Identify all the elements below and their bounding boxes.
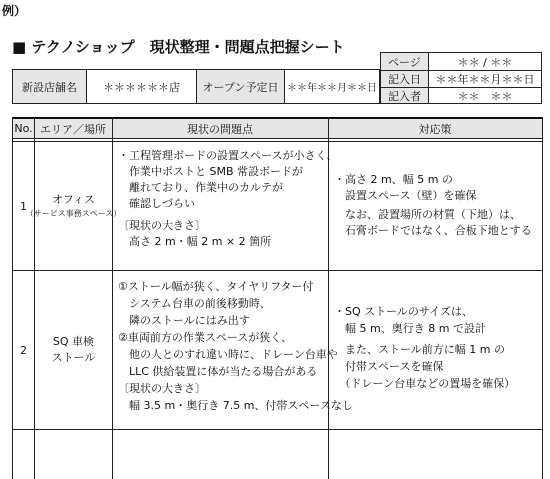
row1-area: [25, 142, 122, 270]
row1-solution-line: なお、設置場所の材質（下地）は、: [334, 208, 521, 221]
page-label: ページ: [381, 53, 429, 70]
row1-solutions: [334, 172, 532, 239]
store-info-box: [12, 69, 380, 104]
row1-problems: [118, 148, 337, 250]
row1-problem-line: ・工程管理ボードの設置スペースが小さく、: [118, 149, 338, 162]
row1-problem-line: 離れており、作業中のカルテが: [118, 181, 283, 194]
row2-solution-line: 幅 5 m、奥行き 8 m で設計: [334, 322, 486, 335]
row1-no: 1: [20, 199, 27, 213]
open-date-label: オープン予定日: [197, 70, 285, 103]
row2-problem-line: ②車両前方の作業スペースが狭く、: [118, 331, 293, 344]
row1-problem-line: 〔現状の大きさ〕: [118, 219, 206, 232]
header-area: エリア／場所: [34, 119, 112, 138]
row1-solution-line: ・高さ 2 m、幅 5 m の: [334, 173, 453, 186]
row2-no: 2: [20, 343, 27, 357]
row2-solution-line: ・SQ ストールのサイズは、: [334, 305, 474, 318]
row2-area-line2: ストール: [51, 351, 96, 364]
date-label: 記入日: [381, 71, 429, 87]
row2-solutions: [334, 303, 515, 392]
row2-solution-line: 付帯スペースを確保: [334, 360, 444, 373]
row2-solution-line: また、ストール前方に幅 1 m の: [334, 343, 505, 356]
row1-problem-line: 確認しづらい: [118, 197, 195, 210]
header-problems: 現状の問題点: [112, 119, 328, 138]
row2-problems: [118, 278, 353, 414]
open-date-value: ＊＊年＊＊月＊＊日: [287, 83, 377, 94]
row1-problem-line: 作業中ポストと SMB 常設ボードが: [118, 165, 304, 178]
row2-area: [35, 271, 112, 429]
issue-table: [12, 117, 543, 479]
date-value: ＊＊年＊＊月＊＊日: [435, 73, 535, 86]
header-solutions: 対応策: [328, 119, 542, 138]
row2-problem-line: 隣のストールにはみ出す: [118, 314, 250, 327]
writer-value: ＊＊ ＊＊: [457, 89, 513, 103]
example-label: 例）: [2, 4, 27, 18]
row2-solution-line: （ドレーン台車などの置場を確保）: [334, 377, 516, 390]
row2-area-line1: SQ 車検: [52, 335, 95, 348]
store-value: ＊＊＊＊＊＊店: [87, 70, 197, 103]
header-no: No.: [13, 119, 34, 138]
row1-solution-line: 設置スペース（壁）を確保: [334, 189, 477, 202]
page-value: ＊＊ / ＊＊: [457, 55, 513, 69]
row2-problem-line: 他の人とのすれ違い時に、ドレーン台車や: [118, 348, 338, 361]
sheet-title: ■ テクノショップ 現状整理・問題点把握シート: [12, 38, 345, 56]
row2-problem-line: 幅 3.5 m・奥行き 7.5 m、付帯スペースなし: [118, 399, 353, 412]
row1-area-line2: （サービス事務スペース）: [25, 209, 122, 218]
store-label: 新設店舗名: [13, 70, 87, 103]
row1-area-line1: オフィス: [52, 193, 95, 206]
row2-problem-line: ①ストール幅が狭く、タイヤリフター付: [118, 280, 314, 293]
row2-problem-line: LLC 供給装置に体が当たる場合がある: [118, 365, 318, 378]
row1-problem-line: 高さ 2 m・幅 2 m × 2 箇所: [118, 235, 272, 248]
row1-solution-line: 石膏ボードではなく、合板下地とする: [334, 224, 532, 237]
row2-problem-line: システム台車の前後移動時、: [118, 297, 271, 310]
meta-box: [380, 52, 542, 104]
writer-label: 記入者: [381, 88, 429, 103]
row2-problem-line: 〔現状の大きさ〕: [118, 382, 206, 395]
